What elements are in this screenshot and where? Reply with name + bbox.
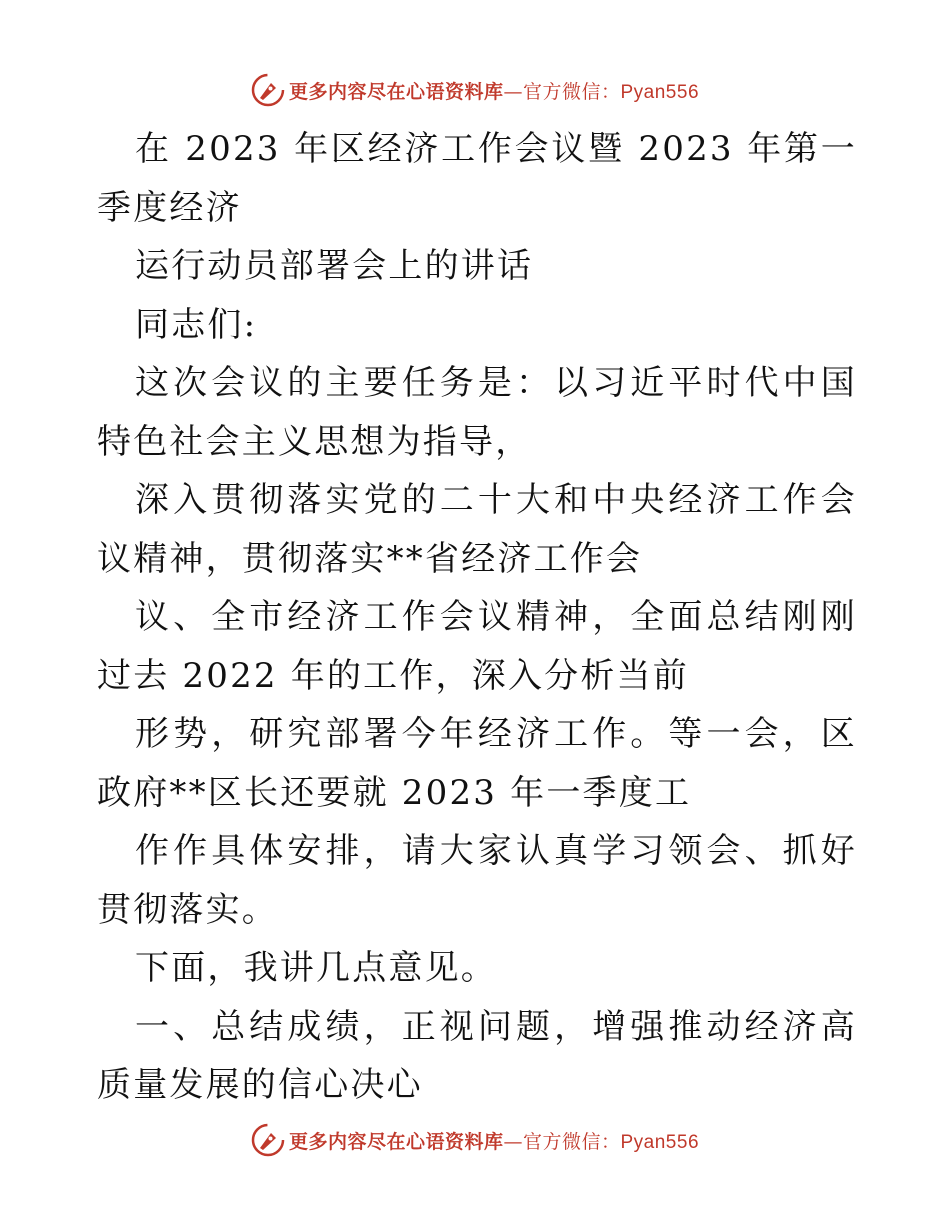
paragraph: 作作具体安排，请大家认真学习领会、抓好贯彻落实。 (97, 831, 857, 930)
paragraph: 下面，我讲几点意见。 (135, 948, 497, 988)
section-heading: 一、总结成绩，正视问题，增强推动经济高质量发展的信心决心 (97, 1006, 857, 1105)
document-body (97, 120, 857, 1115)
watermark-banner-bottom (0, 1120, 950, 1160)
watermark-text: 更多内容尽在心语资料库—官方微信：Pyan556 (288, 80, 700, 103)
pen-nib-logo-icon (251, 73, 285, 107)
watermark-text: 更多内容尽在心语资料库—官方微信：Pyan556 (288, 1130, 700, 1153)
watermark-banner-top (0, 70, 950, 110)
salutation: 同志们: (135, 304, 258, 345)
paragraph: 深入贯彻落实党的二十大和中央经济工作会议精神，贯彻落实**省经济工作会 (97, 480, 857, 579)
paragraph: 形势，研究部署今年经济工作。等一会，区政府**区长还要就 2023 年一季度工 (97, 714, 857, 813)
paragraph: 议、全市经济工作会议精神，全面总结刚刚过去 2022 年的工作，深入分析当前 (97, 597, 857, 696)
pen-nib-logo-icon (251, 1123, 285, 1157)
document-title-continued: 运行动员部署会上的讲话 (135, 246, 534, 286)
document-title: 在 2023 年区经济工作会议暨 2023 年第一季度经济 (97, 129, 857, 228)
paragraph: 这次会议的主要任务是：以习近平时代中国特色社会主义思想为指导， (97, 363, 857, 462)
